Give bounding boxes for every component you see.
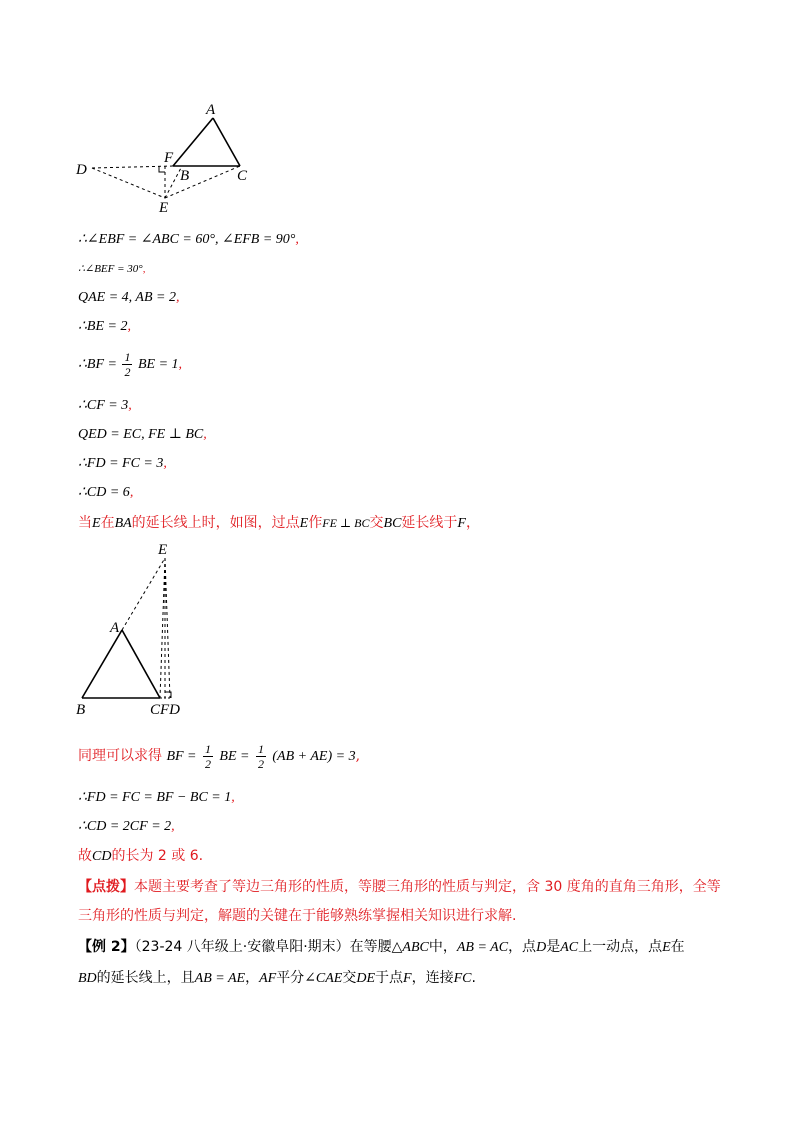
proof-line-1: ∴∠EBF = ∠ABC = 60°, ∠EFB = 90°,	[78, 232, 299, 247]
case-2-heading: 当E在BA的延长线上时，如图，过点E作FE ⊥ BC交BC延长线于F，	[78, 515, 480, 531]
fig2-label-e: E	[158, 542, 168, 558]
proof-line-8: ∴FD = FC = 3,	[78, 456, 167, 471]
tip-line-1: 【点拨】本题主要考查了等边三角形的性质，等腰三角形的性质与判定，含 30 度角的直角三角形，全等	[78, 879, 721, 895]
example-label: 【例 2】	[78, 939, 135, 955]
fig2-label-b: B	[76, 702, 86, 718]
figure-2-diagram	[70, 540, 200, 720]
proof-line-3: QAE = 4, AB = 2,	[78, 290, 180, 305]
fig1-label-a: A	[206, 102, 216, 118]
figure-1-diagram	[70, 98, 270, 218]
example-2-line-2: BD的延长线上，且AB = AE，AF平分∠CAE交DE于点F，连接FC.	[78, 970, 476, 986]
conclusion-line: 故CD的长为 2 或 6.	[78, 848, 204, 864]
fig1-label-f: F	[164, 150, 174, 166]
fig2-label-a: A	[110, 620, 120, 636]
proof2-line-3: ∴CD = 2CF = 2,	[78, 819, 175, 834]
proof-line-7: QED = EC, FE ⊥ BC,	[78, 427, 207, 442]
fig1-label-c: C	[237, 168, 248, 184]
tip-line-2: 三角形的性质与判定，解题的关键在于能够熟练掌握相关知识进行求解.	[78, 908, 517, 924]
fig2-label-cfd: CFD	[150, 702, 180, 718]
tip-label: 【点拨】	[78, 879, 134, 895]
fraction-half: $\frac{1}{2}$	[124, 350, 131, 380]
example-2-line-1: 【例 2】（23-24 八年级上·安徽阜阳·期末）在等腰△ABC中，AB = AC，点D是AC上一动点，点E在	[78, 939, 685, 955]
fig1-label-d: D	[76, 162, 87, 178]
fig1-label-e: E	[159, 200, 169, 216]
proof-line-4: ∴BE = 2,	[78, 319, 131, 334]
fraction-half-2: $\frac{1}{2}$	[257, 741, 264, 771]
same-reason-line: 同理可以求得 BF = $\frac{1}{2}$ BE = $\frac{1}{2}$ (AB + AE) = 3,	[78, 741, 361, 771]
fraction-half-1: $\frac{1}{2}$	[204, 741, 211, 771]
proof-line-6: ∴CF = 3,	[78, 398, 132, 413]
proof-line-2: ∴∠BEF = 30°,	[78, 263, 146, 275]
proof-line-5: ∴BF = $\frac{1}{2}$ BE = 1,	[78, 350, 183, 380]
proof2-line-2: ∴FD = FC = BF − BC = 1,	[78, 790, 235, 805]
proof-line-9: ∴CD = 6,	[78, 485, 134, 500]
fig1-label-b: B	[180, 168, 190, 184]
